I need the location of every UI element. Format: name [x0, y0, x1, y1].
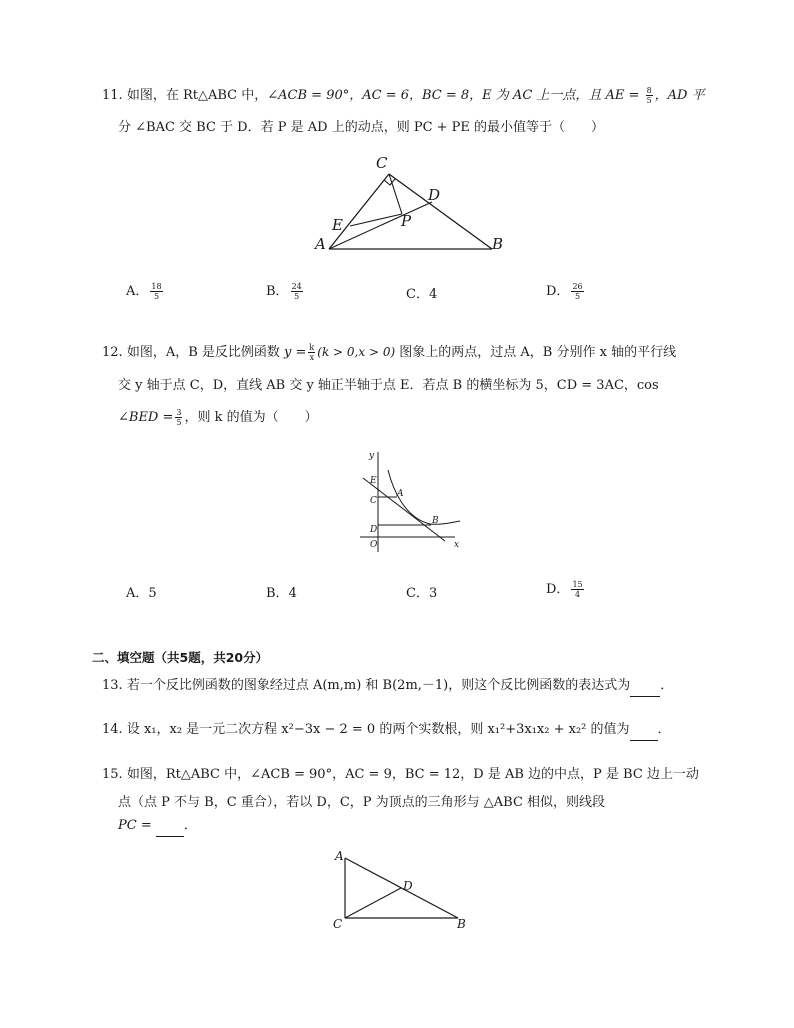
- q11-side-ac: [329, 174, 389, 249]
- q11-line1: [102, 86, 705, 106]
- q11-label-e: E: [332, 216, 343, 234]
- q15-pc-label: PC =: [118, 818, 152, 833]
- q12-text-a: 如图，A，B 是反比例函数: [126, 345, 280, 360]
- q12-label-y: y: [369, 451, 375, 461]
- q12-text-end: ，则 k 的值为（ ）: [184, 410, 318, 425]
- q14-text: 设 x₁，x₂ 是一元二次方程 x²−3x − 2 = 0 的两个实数根，则 x₁²+3x₁x₂ + x₂² 的值为: [126, 722, 630, 737]
- q12-label-c: C: [370, 496, 377, 506]
- q12-line3: [118, 408, 318, 428]
- q11-label-a: A: [315, 235, 326, 253]
- q11-text-b: Rt△ABC 中，: [182, 88, 268, 103]
- q12-number: 12.: [102, 345, 123, 360]
- q11-text-c: ∠ACB = 90°，AC = 6，BC = 8，E 为 AC 上一点，且 AE =: [267, 88, 640, 103]
- q15-figure: [330, 846, 475, 932]
- q15-label-d: D: [403, 879, 413, 893]
- q15-label-c: C: [333, 917, 343, 931]
- q12-figure: [355, 446, 470, 558]
- q12-line2: 交 y 轴于点 C，D，直线 AB 交 y 轴正半轴于点 E．若点 B 的横坐标为 5，CD = 3AC，cos: [118, 378, 659, 393]
- q12-label-x: x: [454, 540, 460, 550]
- q11-figure: [310, 150, 510, 260]
- q11-option-c[interactable]: C．4: [406, 287, 438, 302]
- q11-text-a: 如图，在: [126, 88, 179, 103]
- q15-line1: [102, 765, 699, 785]
- q14-answer-blank[interactable]: [630, 720, 658, 741]
- q11-label-c: C: [376, 154, 388, 172]
- q13-number: 13.: [102, 678, 123, 693]
- q15-line2: 点（点 P 不与 B，C 重合），若以 D，C，P 为顶点的三角形与 △ABC 相似，则线段: [118, 795, 606, 810]
- q11-option-a[interactable]: A． $\frac{18}{5}$: [126, 282, 162, 301]
- q13-end: ．: [660, 678, 674, 693]
- q11-label-p: P: [401, 212, 412, 230]
- section2-title: 二、填空题（共5题，共20分）: [92, 650, 269, 665]
- q12-function-y: y =: [284, 345, 307, 360]
- q13-answer-blank[interactable]: [630, 676, 660, 697]
- q11-number: 11.: [102, 88, 123, 103]
- q12-option-a[interactable]: A．5: [126, 586, 157, 601]
- q14-line: [102, 720, 671, 741]
- q15-end: ．: [183, 818, 197, 833]
- q11-segment-ad: [329, 202, 432, 249]
- q12-option-c[interactable]: C．3: [406, 586, 438, 601]
- q12-condition: (k > 0,x > 0): [317, 345, 396, 359]
- q14-number: 14.: [102, 722, 123, 737]
- q11-text-d: ，AD 平: [654, 88, 705, 103]
- q15-number: 15.: [102, 767, 123, 782]
- q11-segment-cp: [389, 174, 402, 214]
- q13-line: [102, 676, 673, 697]
- q13-text: 若一个反比例函数的图象经过点 A(m,m) 和 B(2m,－1)，则这个反比例函数的表达式为: [126, 678, 631, 693]
- q15-segment-cd: [345, 888, 401, 918]
- q14-end: ．: [657, 722, 671, 737]
- q11-label-b: B: [492, 235, 504, 253]
- q11-option-d[interactable]: D． $\frac{26}{5}$: [546, 282, 583, 301]
- q11-ae-fraction: $\frac{8}{5}$: [646, 86, 652, 105]
- q12-option-b[interactable]: B．4: [266, 586, 297, 601]
- q11-right-angle-mark: [384, 179, 395, 185]
- q12-line1: [102, 342, 676, 363]
- q11-option-b[interactable]: B． $\frac{24}{5}$: [266, 282, 302, 301]
- q12-label-o: O: [370, 540, 378, 550]
- q12-label-a: A: [397, 489, 404, 499]
- q15-label-a: A: [335, 849, 344, 863]
- q15-answer-blank[interactable]: [156, 816, 184, 837]
- q11-line2: 分 ∠BAC 交 BC 于 D．若 P 是 AD 上的动点，则 PC + PE 的最小值等于（ ）: [118, 120, 605, 135]
- q12-cos-fraction: $\frac{3}{5}$: [176, 408, 182, 427]
- q12-option-d[interactable]: D． $\frac{15}{4}$: [546, 580, 583, 599]
- q15-line3: [118, 816, 197, 837]
- q12-label-e: E: [370, 476, 377, 486]
- q12-label-b: B: [432, 516, 439, 526]
- q12-angle: ∠BED =: [118, 410, 174, 425]
- q15-text-line1: 如图，Rt△ABC 中，∠ACB = 90°，AC = 9，BC = 12，D 是 AB 边的中点，P 是 BC 边上一动: [126, 767, 699, 782]
- q11-label-d: D: [428, 186, 441, 204]
- q15-label-b: B: [457, 917, 466, 931]
- q12-label-d: D: [370, 525, 378, 535]
- q12-text-b: 图象上的两点，过点 A，B 分别作 x 轴的平行线: [399, 345, 677, 360]
- q12-k-over-x: $\frac{k}{x}$: [309, 343, 315, 362]
- q11-segment-ep: [350, 214, 402, 226]
